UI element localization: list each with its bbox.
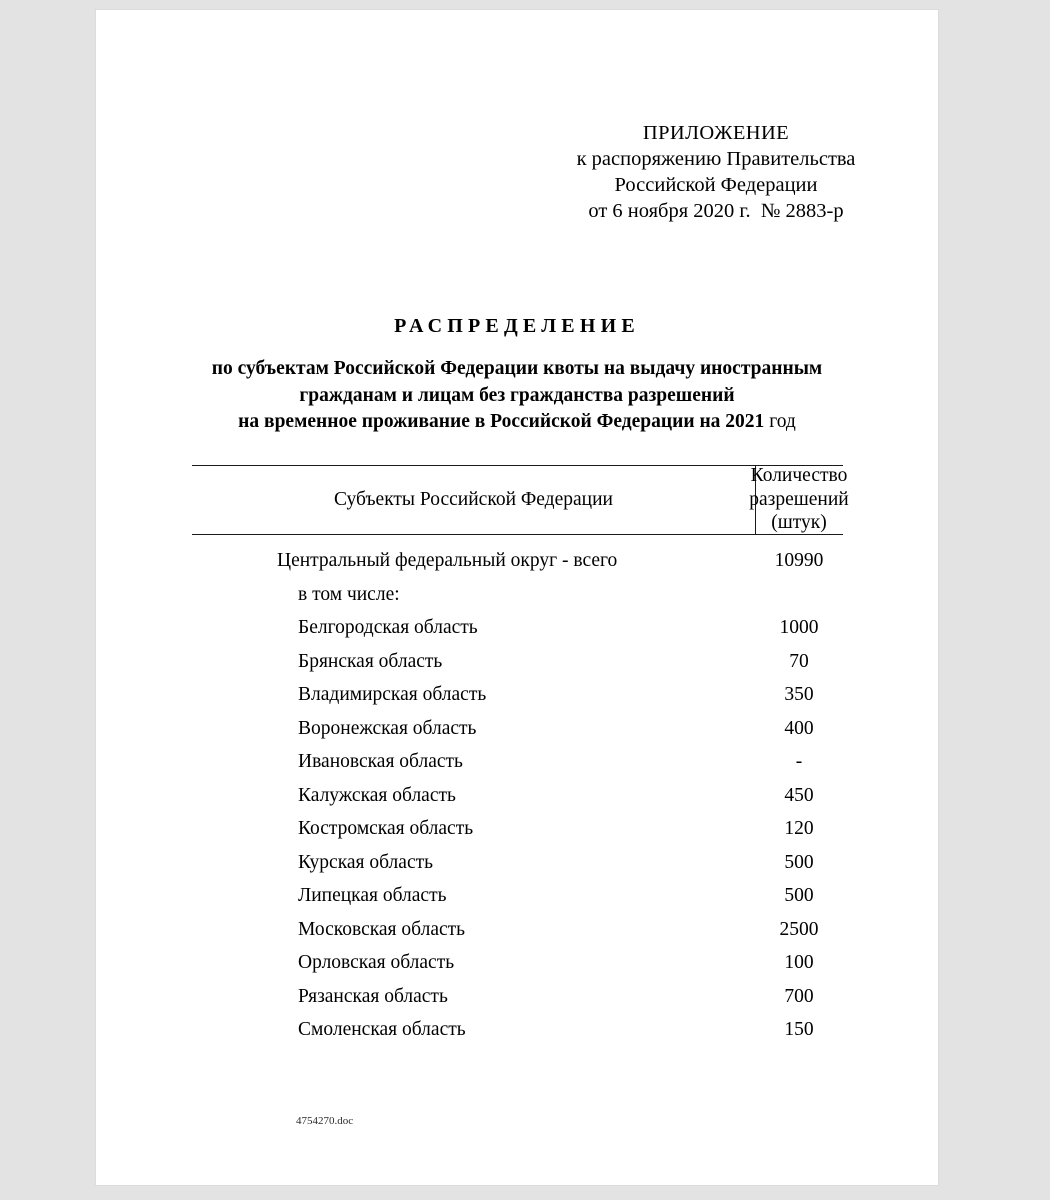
table-row: [192, 651, 843, 685]
table-cell-count: 500: [784, 851, 814, 873]
table-cell-subject: Костромская область: [298, 818, 474, 839]
document-page: [96, 10, 938, 1185]
table-cell-subject: Центральный федеральный округ - всего: [277, 550, 618, 571]
table-cell-subject: Брянская область: [298, 650, 443, 672]
table-row: [192, 785, 843, 819]
table-cell-subject: Смоленская область: [298, 1019, 466, 1040]
table-cell-count: 700: [784, 985, 814, 1007]
page-title: РАСПРЕДЕЛЕНИЕ: [394, 315, 640, 337]
table-cell-count: 100: [784, 952, 814, 973]
table-cell-subject: Владимирская область: [298, 684, 487, 705]
table-rule-bottom: [192, 534, 843, 535]
document-subtitle-line-3: [156, 409, 878, 436]
table-row: [192, 852, 843, 886]
table-row: [192, 751, 843, 785]
table-cell-count: 450: [784, 784, 814, 806]
appendix-header-line-4: от 6 ноября 2020 г. № 2883-р: [588, 200, 844, 222]
table-cell-count: 400: [784, 717, 814, 739]
footer-file-name: 4754270.doc: [296, 1115, 354, 1127]
table-cell-subject: в том числе:: [298, 583, 400, 605]
table-row: [192, 818, 843, 852]
document-subtitle-line-2: гражданам и лицам без гражданства разрешений: [299, 384, 735, 406]
table-cell-subject: Воронежская область: [298, 717, 477, 739]
table-row: [192, 1019, 843, 1053]
table-header-row: [192, 465, 849, 534]
table-row: [192, 919, 843, 953]
table-row: [192, 617, 843, 651]
table-cell-count: 70: [789, 650, 809, 672]
table-cell-subject: Калужская область: [298, 784, 456, 806]
table-row: [192, 550, 843, 584]
column-header-count-line-1: Количество: [750, 465, 848, 487]
table-cell-count: 120: [784, 818, 814, 839]
table-cell-subject: Ивановская область: [298, 751, 463, 772]
column-header-count-line-3: (штук): [771, 512, 827, 534]
table-cell-count: 150: [784, 1019, 814, 1040]
table-row: [192, 684, 843, 718]
table-row: [192, 952, 843, 986]
table-row: [192, 986, 843, 1020]
table-cell-count: 500: [784, 885, 814, 906]
table-row: [192, 584, 843, 618]
appendix-header-line-2: к распоряжению Правительства: [576, 148, 856, 170]
document-subtitle-line-3-bold: на временное проживание в Российской Федерации на 2021: [238, 411, 765, 432]
document-subtitle: [156, 356, 878, 436]
document-subtitle-line-3-regular: год: [769, 411, 796, 432]
table-cell-count: 350: [784, 684, 814, 705]
table-cell-subject: Орловская область: [298, 952, 455, 973]
appendix-header-line-1: ПРИЛОЖЕНИЕ: [642, 122, 790, 144]
document-title-block: [156, 315, 878, 436]
table-cell-count: 2500: [779, 918, 819, 940]
table-cell-count: 1000: [779, 617, 819, 638]
table-row: [192, 718, 843, 752]
table-cell-subject: Курская область: [298, 851, 434, 873]
appendix-header-line-3: Российской Федерации: [614, 174, 818, 196]
document-subtitle-line-1: по субъектам Российской Федерации квоты на выдачу иностранным: [211, 358, 823, 379]
table-cell-subject: Липецкая область: [298, 885, 447, 906]
column-header-subject: Субъекты Российской Федерации: [334, 488, 613, 510]
appendix-header: [526, 120, 906, 224]
table-body: [192, 550, 843, 1053]
table-cell-subject: Белгородская область: [298, 617, 478, 638]
column-header-count-line-2: разрешений: [749, 488, 849, 510]
column-header-count: [749, 465, 849, 534]
table-cell-subject: Рязанская область: [298, 985, 448, 1007]
table-cell-count: 10990: [774, 550, 824, 571]
table-cell-count: -: [795, 751, 803, 772]
table-cell-subject: Московская область: [298, 918, 466, 940]
table-row: [192, 885, 843, 919]
